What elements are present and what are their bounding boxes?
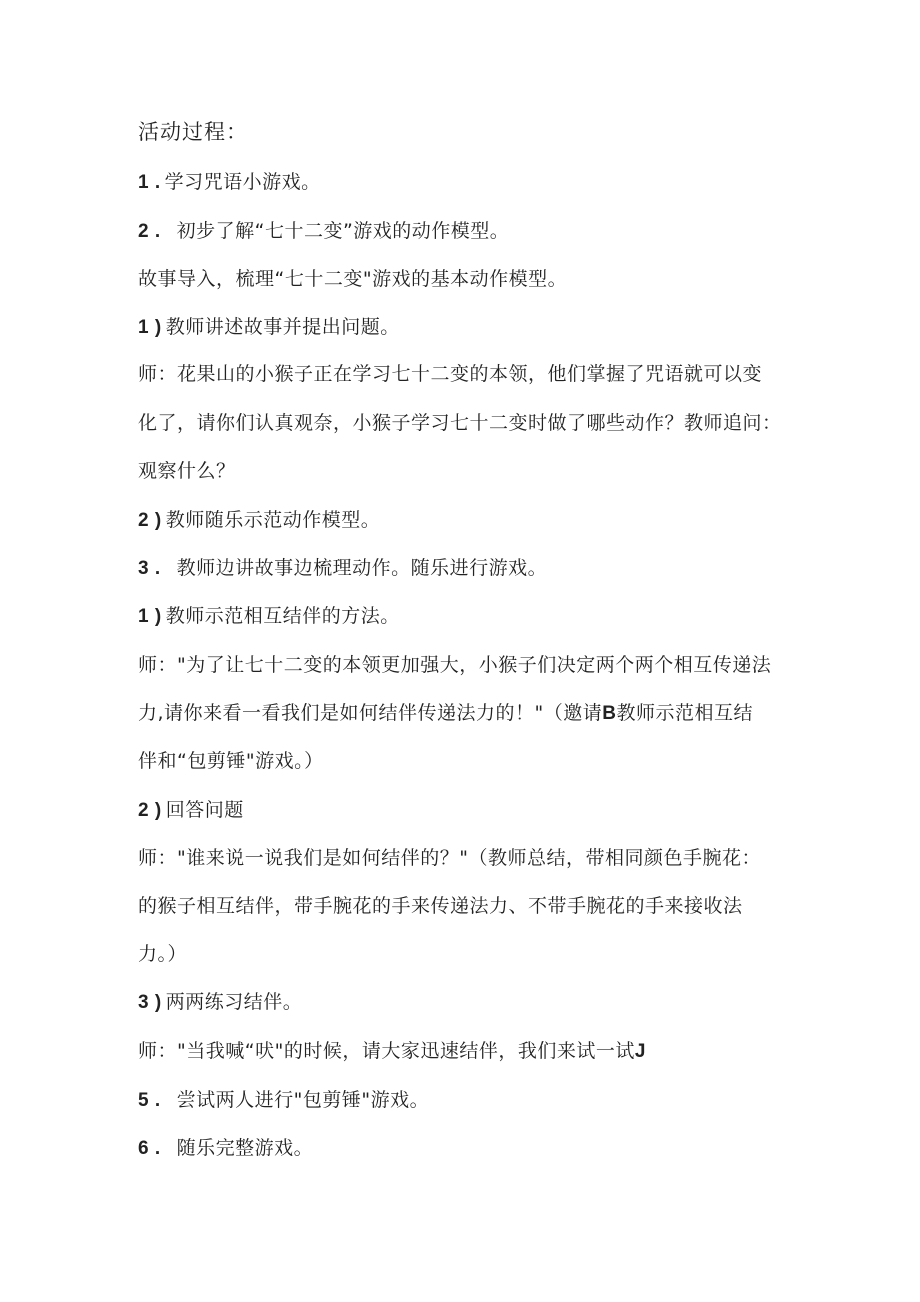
- paragraph-line: 师："谁来说一说我们是如何结伴的？"（教师总结，带相同颜色手腕花：: [138, 847, 761, 869]
- item-text: 教师示范相互结伴的方法。: [165, 605, 400, 627]
- item-number: 2 ): [138, 510, 162, 531]
- list-item: [138, 1087, 429, 1114]
- list-item: [138, 314, 400, 341]
- line-text: 师："当我喊“吠"的时候，请大家迅速结伴，我们来试一试: [138, 1040, 635, 1062]
- section-title: 活动过程：: [138, 120, 248, 144]
- item-number: 2 ): [138, 800, 162, 821]
- item-text: 尝试两人进行"包剪锤"游戏。: [176, 1089, 430, 1111]
- item-text: 教师讲述故事并提出问题。: [165, 316, 400, 338]
- item-text: 随乐完整游戏。: [176, 1137, 314, 1159]
- item-number: 6 .: [138, 1138, 161, 1159]
- item-text: 学习咒语小游戏。: [164, 171, 321, 193]
- paragraph-line: 力。）: [138, 943, 188, 965]
- item-number: 5 .: [138, 1090, 161, 1111]
- item-number: 2 .: [138, 221, 161, 242]
- list-item: [138, 1135, 313, 1162]
- item-text: 教师边讲故事边梳理动作。随乐进行游戏。: [176, 557, 548, 579]
- item-number: 1 ): [138, 606, 162, 627]
- paragraph-line: 化了，请你们认真观奈，小猴子学习七十二变时做了哪些动作？教师追问：: [138, 412, 782, 434]
- item-number: 3 ): [138, 992, 162, 1013]
- item-text: 教师随乐示范动作模型。: [165, 509, 381, 531]
- paragraph-line: 故事导入，梳理“七十二变"游戏的基本动作模型。: [138, 268, 568, 290]
- paragraph-line: 的猴子相互结伴，带手腕花的手来传递法力、不带手腕花的手来接收法: [138, 895, 743, 917]
- bold-letter: B: [602, 703, 617, 724]
- item-number: 1 .: [138, 172, 161, 193]
- list-item: [138, 218, 509, 245]
- list-item: [138, 989, 302, 1016]
- item-text: 回答问题: [165, 799, 244, 821]
- list-item: [138, 603, 400, 630]
- item-text: 初步了解“七十二变”游戏的动作模型。: [176, 220, 510, 242]
- bold-letter: J: [634, 1041, 646, 1062]
- list-item: [138, 507, 380, 534]
- line-text: 教师示范相互结: [616, 702, 754, 724]
- paragraph-line: [138, 1038, 646, 1065]
- list-item: [138, 797, 244, 824]
- line-text: 力,请你来看一看我们是如何结伴传递法力的！"（邀请: [138, 702, 603, 724]
- list-item: [138, 555, 547, 582]
- paragraph-line: [138, 700, 753, 727]
- paragraph-line: 师：花果山的小猴子正在学习七十二变的本领，他们掌握了咒语就可以变: [138, 363, 763, 385]
- item-number: 1 ): [138, 317, 162, 338]
- paragraph-line: 观察什么？: [138, 460, 236, 482]
- item-number: 3 .: [138, 558, 161, 579]
- paragraph-line: 师："为了让七十二变的本领更加强大，小猴子们决定两个两个相互传递法: [138, 654, 772, 676]
- paragraph-line: 伴和“包剪锤"游戏。）: [138, 750, 324, 772]
- list-item: [138, 169, 321, 196]
- item-text: 两两练习结伴。: [165, 991, 303, 1013]
